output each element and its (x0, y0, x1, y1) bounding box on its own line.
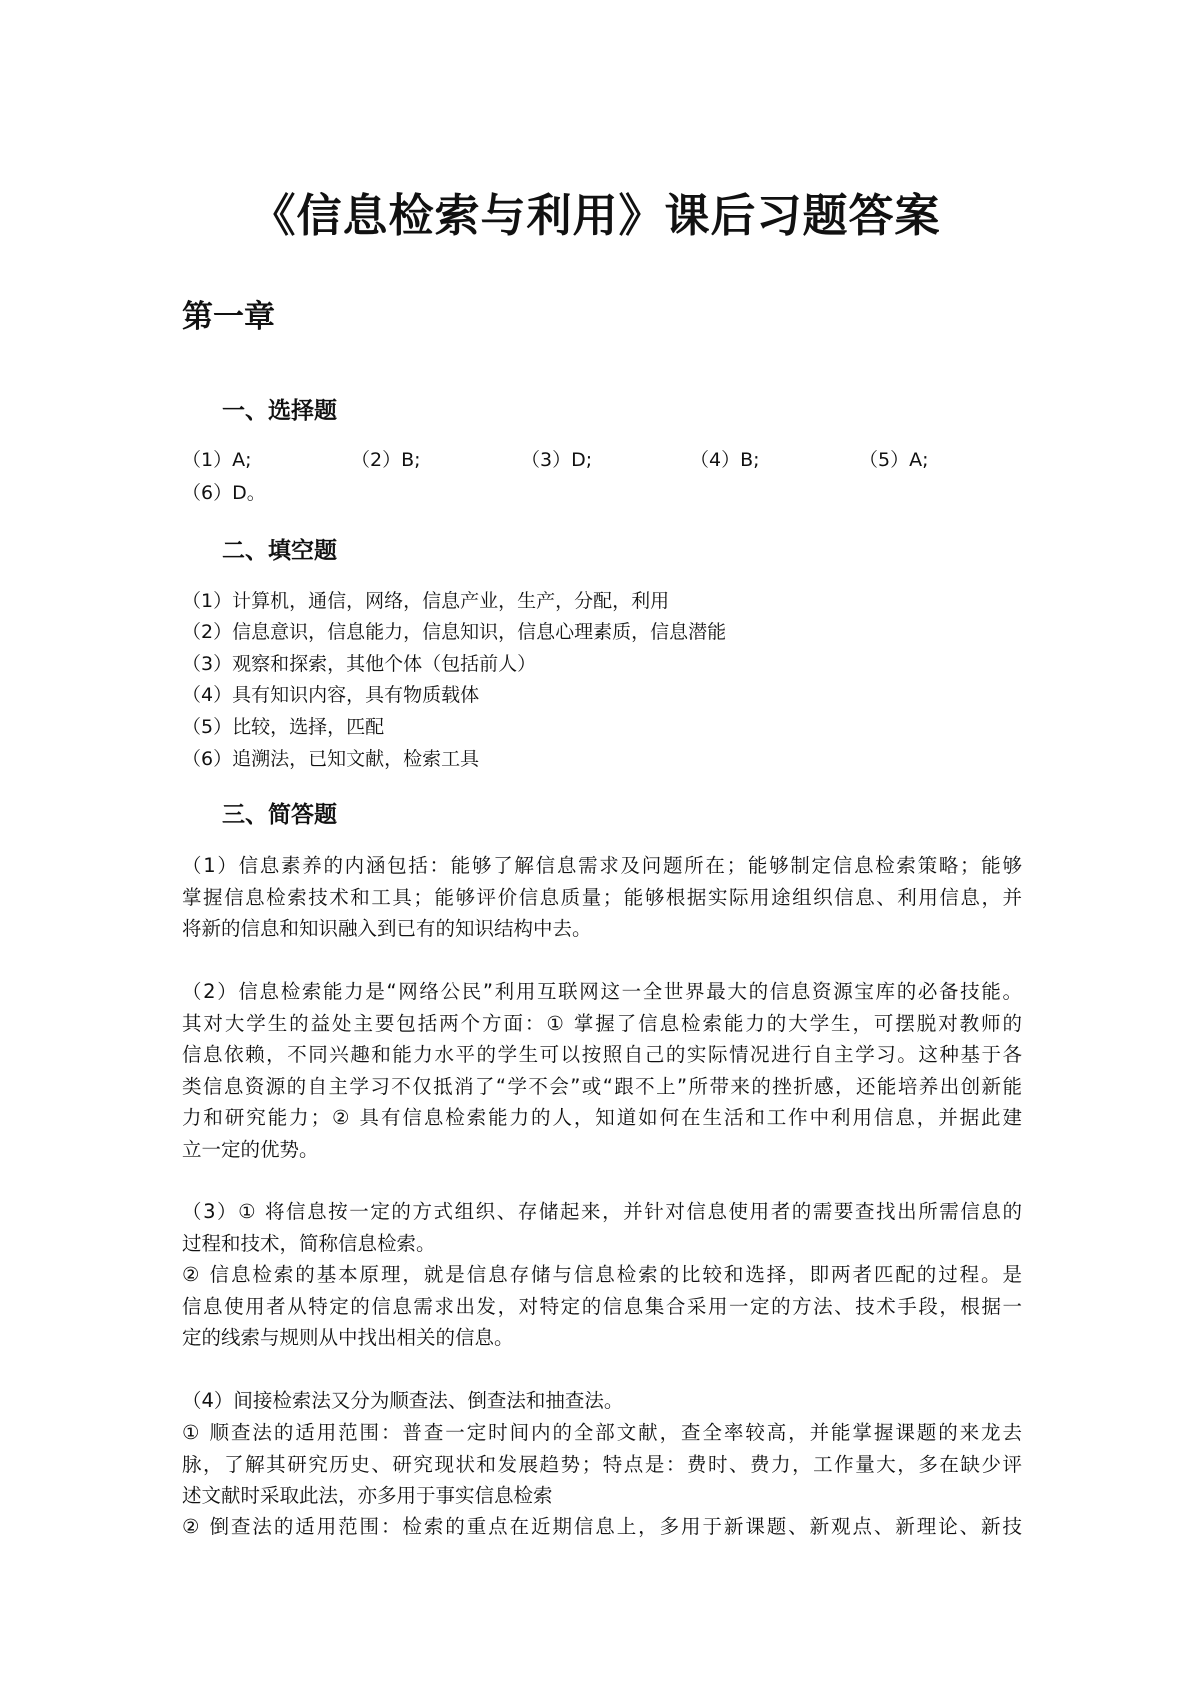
choice-answer: （5）A; (859, 449, 929, 471)
answer-paragraph-3 (182, 1196, 1022, 1259)
fill-answer: （5）比较，选择，匹配 (182, 716, 385, 738)
answer-paragraph-6 (182, 1417, 1022, 1512)
paragraph-line: 定的线索与规则从中找出相关的信息。 (182, 1326, 514, 1349)
section-heading-choice: 一、选择题 (222, 398, 337, 424)
choice-answer: （1）A; (182, 449, 252, 471)
answer-paragraph-5 (182, 1385, 1022, 1417)
answer-paragraph-1 (182, 850, 1022, 945)
paragraph-line: 力和研究能力；② 具有信息检索能力的人，知道如何在生活和工作中利用信息，并据此建 (182, 1106, 1022, 1129)
paragraph-line: 将新的信息和知识融入到已有的知识结构中去。 (182, 917, 592, 940)
fill-answer: （2）信息意识，信息能力，信息知识，信息心理素质，信息潜能 (182, 621, 727, 643)
paragraph-line: ② 信息检索的基本原理，就是信息存储与信息检索的比较和选择，即两者匹配的过程。是 (182, 1263, 1022, 1286)
paragraph-line: 类信息资源的自主学习不仅抵消了“学不会”或“跟不上”所带来的挫折感，还能培养出创新能 (182, 1074, 1022, 1098)
paragraph-line: 掌握信息检索技术和工具；能够评价信息质量；能够根据实际用途组织信息、利用信息，并 (182, 885, 1022, 909)
choice-answer: （3）D; (521, 449, 593, 471)
paragraph-line: 其对大学生的益处主要包括两个方面：① 掌握了信息检索能力的大学生，可摆脱对教师的 (182, 1011, 1022, 1035)
fill-answer: （4）具有知识内容，具有物质载体 (182, 684, 480, 706)
answer-paragraph-2 (182, 976, 1022, 1165)
paragraph-line: 信息使用者从特定的信息需求出发，对特定的信息集合采用一定的方法、技术手段，根据一 (182, 1294, 1022, 1318)
paragraph-line: （4）间接检索法又分为顺查法、倒查法和抽查法。 (182, 1389, 624, 1412)
section-heading-fill: 二、填空题 (222, 538, 337, 564)
paragraph-line: （1）信息素养的内涵包括：能够了解信息需求及问题所在；能够制定信息检索策略；能够 (182, 854, 1022, 877)
chapter-heading: 第一章 (182, 299, 275, 335)
paragraph-line: 脉，了解其研究历史、研究现状和发展趋势；特点是：费时、费力，工作量大，多在缺少评 (182, 1452, 1022, 1476)
fill-answer: （6）追溯法，已知文献，检索工具 (182, 748, 480, 770)
paragraph-line: 述文献时采取此法，亦多用于事实信息检索 (182, 1484, 553, 1507)
fill-answer: （3）观察和探索，其他个体（包括前人） (182, 653, 537, 675)
fill-answer: （1）计算机，通信，网络，信息产业，生产，分配，利用 (182, 590, 670, 612)
choice-answer: （2）B; (351, 449, 421, 471)
answer-paragraph-4 (182, 1259, 1022, 1354)
choice-answer: （4）B; (690, 449, 760, 471)
document-title: 《信息检索与利用》课后习题答案 (250, 189, 941, 242)
paragraph-line: （2）信息检索能力是“网络公民”利用互联网这一全世界最大的信息资源宝库的必备技能。 (182, 980, 1022, 1003)
paragraph-line: 信息依赖，不同兴趣和能力水平的学生可以按照自己的实际情况进行自主学习。这种基于各 (182, 1043, 1022, 1066)
paragraph-line: ① 顺查法的适用范围：普查一定时间内的全部文献，查全率较高，并能掌握课题的来龙去 (182, 1421, 1022, 1444)
answer-paragraph-7 (182, 1511, 1022, 1543)
paragraph-line: 立一定的优势。 (182, 1137, 319, 1161)
choice-answer: （6）D。 (182, 482, 266, 504)
paragraph-line: （3）① 将信息按一定的方式组织、存储起来，并针对信息使用者的需要查找出所需信息的 (182, 1200, 1022, 1223)
paragraph-line: 过程和技术，简称信息检索。 (182, 1231, 436, 1255)
section-heading-short-answer: 三、简答题 (222, 802, 337, 828)
paragraph-line: ② 倒查法的适用范围：检索的重点在近期信息上，多用于新课题、新观点、新理论、新技 (182, 1515, 1022, 1538)
